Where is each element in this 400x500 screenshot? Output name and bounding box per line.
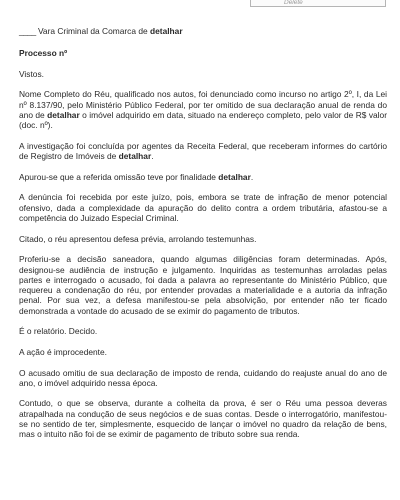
paragraph-10: Contudo, o que se observa, durante a colheita da prova, é ser o Réu uma pessoa deveras atrapalhada na condução de seus negócios e de suas contas. Desde o interrogatório, manifestou-se no sentido de ter, simplesmente, esquecido de lançar o imóvel no quadro da relação de bens, mas o intuito não foi de se eximir de pagamento de tributo sobre sua renda. [19,398,387,440]
p3-highlight: detalhar [218,171,251,182]
vistos-paragraph: Vistos. [19,68,44,79]
p3-text: Apurou-se que a referida omissão teve por finalidade [19,171,219,182]
paragraph-1 [19,89,387,130]
p2-text2: . [151,151,154,162]
document-body [19,26,387,450]
p1-text: Nome Completo do Réu, qualificado nos autos, foi denunciado como incurso no artigo 2º, I, da Lei nº 8.137/90, pelo Ministério Público Federal, por ter omitido de sua declaração anual de renda do ano de [19,89,387,121]
paragraph-6: Proferiu-se a decisão saneadora, quando algumas diligências foram determinadas. Após, designou-se audiência de instrução e julgamento. Inquiridas as testemunhas arroladas pelas partes e interrogado o acusado, foi dada a palavra ao representante do Ministério Público, que requereu a condenação do réu, por entender provadas a materialidade e a autoria da infração penal. Por sua vez, a defesa manifestou-se pela absolvição, por entender não ter ficado demonstrada a vontade do acusado de se eximir do pagamento de tributos. [19,254,387,316]
p1-text2: o imóvel adquirido em data, situado na endereço completo, pelo valor de R$ valor (doc. nº). [19,110,387,131]
p2-text: A investigação foi concluída por agentes da Receita Federal, que receberam informes do cartório de Registro de Imóveis de [19,140,387,162]
paragraph-2 [19,141,387,162]
paragraph-7: É o relatório. Decido. [19,326,98,337]
paragraph-8: A ação é improcedente. [19,346,107,357]
court-text: Vara Criminal da Comarca de [35,26,150,36]
blank-field: ____ [19,26,36,36]
p1-highlight: detalhar [47,110,80,121]
paragraph-5: Citado, o réu apresentou defesa prévia, arrolando testemunhas. [19,233,257,244]
paragraph-9: O acusado omitiu de sua declaração de imposto de renda, cuidando do reajuste anual do ano de ano, o imóvel adquirido nessa época. [19,367,387,388]
processo-heading: Processo nº [19,48,68,59]
p2-highlight: detalhar [118,151,152,162]
delete-button[interactable]: Delete [250,0,386,7]
paragraph-4: A denúncia foi recebida por este juízo, pois, embora se trate de infração de menor potencial ofensivo, dada a complexidade da apuração do delito contra a ordem tributária, afastou-se a competência do Juizado Especial Criminal. [19,192,387,224]
court-header [19,26,387,36]
court-highlight: detalhar [150,26,183,36]
paragraph-3 [19,172,387,182]
p3-text2: . [250,171,254,182]
